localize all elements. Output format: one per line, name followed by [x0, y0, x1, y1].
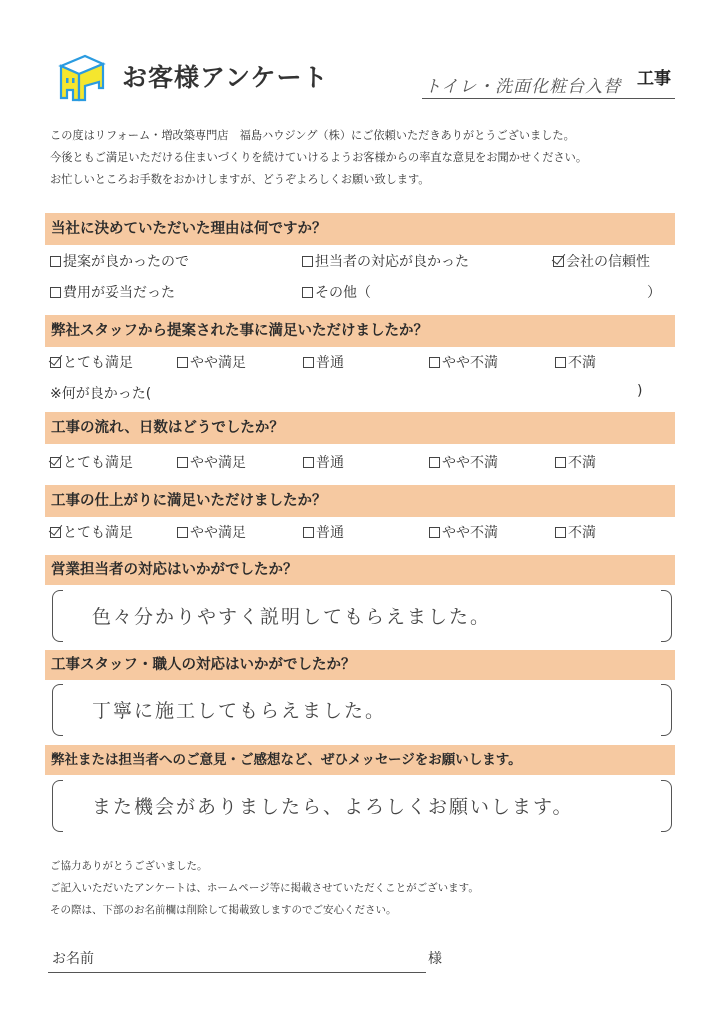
option-label: 不満	[568, 355, 596, 371]
q5-answer-text: 色々分かりやすく説明してもらえました。	[92, 606, 492, 628]
option-label: 不満	[568, 455, 596, 471]
q2-option[interactable]	[177, 352, 246, 372]
q2-option[interactable]	[303, 352, 344, 372]
q4-option[interactable]	[555, 522, 596, 542]
q4-heading: 工事の仕上がりに満足いただけましたか？	[45, 485, 675, 517]
checkbox-icon[interactable]	[303, 457, 314, 468]
checkbox-checked-icon[interactable]	[50, 457, 61, 468]
q4-option[interactable]	[177, 522, 246, 542]
checkbox-icon[interactable]	[429, 357, 440, 368]
work-type-handwritten: トイレ・洗面化粧台入替	[424, 77, 622, 97]
thanks-line: その際は、下部のお名前欄は削除して掲載致しますのでご安心ください。	[50, 904, 397, 916]
intro-line: 今後ともご満足いただける住まいづくりを続けていけるようお客様からの率直な意見をお聞かせください。	[50, 151, 588, 164]
checkbox-icon[interactable]	[302, 256, 313, 267]
checkbox-icon[interactable]	[177, 527, 188, 538]
option-label: 普通	[316, 525, 344, 541]
option-label: やや不満	[442, 455, 498, 471]
company-logo-icon	[55, 52, 107, 104]
bracket-right	[661, 780, 672, 832]
bracket-left	[52, 780, 63, 832]
q1-option[interactable]	[50, 282, 175, 302]
option-label: その他（	[315, 285, 371, 301]
thanks-line: ご協力ありがとうございました。	[50, 860, 208, 872]
name-label: お名前	[52, 951, 94, 967]
option-label: とても満足	[63, 525, 133, 541]
bracket-left	[52, 684, 63, 736]
q1-heading: 当社に決めていただいた理由は何ですか？	[45, 213, 675, 245]
q7-answer-text: また機会がありましたら、よろしくお願いします。	[92, 796, 574, 818]
checkbox-checked-icon[interactable]	[553, 256, 564, 267]
q2-note: ※何が良かった(	[50, 386, 152, 402]
work-type-field[interactable]	[422, 62, 675, 99]
option-label: 会社の信頼性	[566, 254, 650, 270]
checkbox-icon[interactable]	[177, 457, 188, 468]
work-type-suffix: 工事	[637, 69, 671, 89]
q4-option[interactable]	[429, 522, 498, 542]
option-label: 普通	[316, 355, 344, 371]
q3-option[interactable]	[555, 452, 596, 472]
intro-line: この度はリフォーム・増改築専門店 福島ハウジング（株）にご依頼いただきありがとうございました。	[50, 129, 575, 142]
option-label: 提案が良かったので	[63, 254, 189, 270]
q1-option[interactable]	[302, 251, 469, 271]
option-label: とても満足	[63, 455, 133, 471]
checkbox-icon[interactable]	[50, 287, 61, 298]
intro-text	[50, 125, 587, 191]
option-label: 普通	[316, 455, 344, 471]
option-label: とても満足	[63, 355, 133, 371]
option-label: 不満	[568, 525, 596, 541]
thanks-line: ご記入いただいたアンケートは、ホームページ等に掲載させていただくことがございます。	[50, 882, 479, 894]
name-field[interactable]	[48, 948, 426, 973]
checkbox-icon[interactable]	[555, 357, 566, 368]
option-label: やや満足	[190, 455, 246, 471]
q1-option[interactable]	[50, 251, 189, 271]
bracket-right	[661, 684, 672, 736]
q1-option[interactable]	[553, 251, 650, 271]
q2-option[interactable]	[50, 352, 133, 372]
checkbox-checked-icon[interactable]	[50, 357, 61, 368]
checkbox-icon[interactable]	[303, 527, 314, 538]
q3-option[interactable]	[50, 452, 133, 472]
intro-line: お忙しいところお手数をおかけしますが、どうぞよろしくお願い致します。	[50, 173, 430, 186]
q5-answer-field[interactable]	[52, 590, 672, 642]
q7-answer-field[interactable]	[52, 780, 672, 832]
checkbox-checked-icon[interactable]	[50, 527, 61, 538]
q5-heading: 営業担当者の対応はいかがでしたか？	[45, 555, 675, 585]
other-close-paren: ）	[647, 285, 661, 301]
q6-heading: 工事スタッフ・職人の対応はいかがでしたか？	[45, 650, 675, 680]
option-label: やや満足	[190, 525, 246, 541]
checkbox-icon[interactable]	[177, 357, 188, 368]
q2-note-close: )	[637, 383, 643, 399]
option-label: 担当者の対応が良かった	[315, 254, 469, 270]
checkbox-icon[interactable]	[555, 527, 566, 538]
q6-answer-field[interactable]	[52, 684, 672, 736]
option-label: 費用が妥当だった	[63, 285, 175, 301]
q4-option[interactable]	[303, 522, 344, 542]
q2-option[interactable]	[555, 352, 596, 372]
q3-option[interactable]	[177, 452, 246, 472]
q2-heading: 弊社スタッフから提案された事に満足いただけましたか？	[45, 315, 675, 347]
q3-heading: 工事の流れ、日数はどうでしたか？	[45, 412, 675, 444]
q1-option-other[interactable]	[302, 282, 371, 302]
option-label: やや不満	[442, 525, 498, 541]
thanks-text	[50, 855, 479, 921]
bracket-right	[661, 590, 672, 642]
q2-option[interactable]	[429, 352, 498, 372]
q3-option[interactable]	[303, 452, 344, 472]
option-label: やや満足	[190, 355, 246, 371]
option-label: やや不満	[442, 355, 498, 371]
name-suffix: 様	[428, 951, 442, 967]
checkbox-icon[interactable]	[429, 457, 440, 468]
checkbox-icon[interactable]	[555, 457, 566, 468]
q6-answer-text: 丁寧に施工してもらえました。	[92, 700, 387, 722]
q7-heading: 弊社または担当者へのご意見・ご感想など、ぜひメッセージをお願いします。	[45, 745, 675, 775]
checkbox-icon[interactable]	[303, 357, 314, 368]
bracket-left	[52, 590, 63, 642]
q4-option[interactable]	[50, 522, 133, 542]
checkbox-icon[interactable]	[50, 256, 61, 267]
page-title: お客様アンケート	[122, 63, 329, 92]
checkbox-icon[interactable]	[429, 527, 440, 538]
q3-option[interactable]	[429, 452, 498, 472]
checkbox-icon[interactable]	[302, 287, 313, 298]
